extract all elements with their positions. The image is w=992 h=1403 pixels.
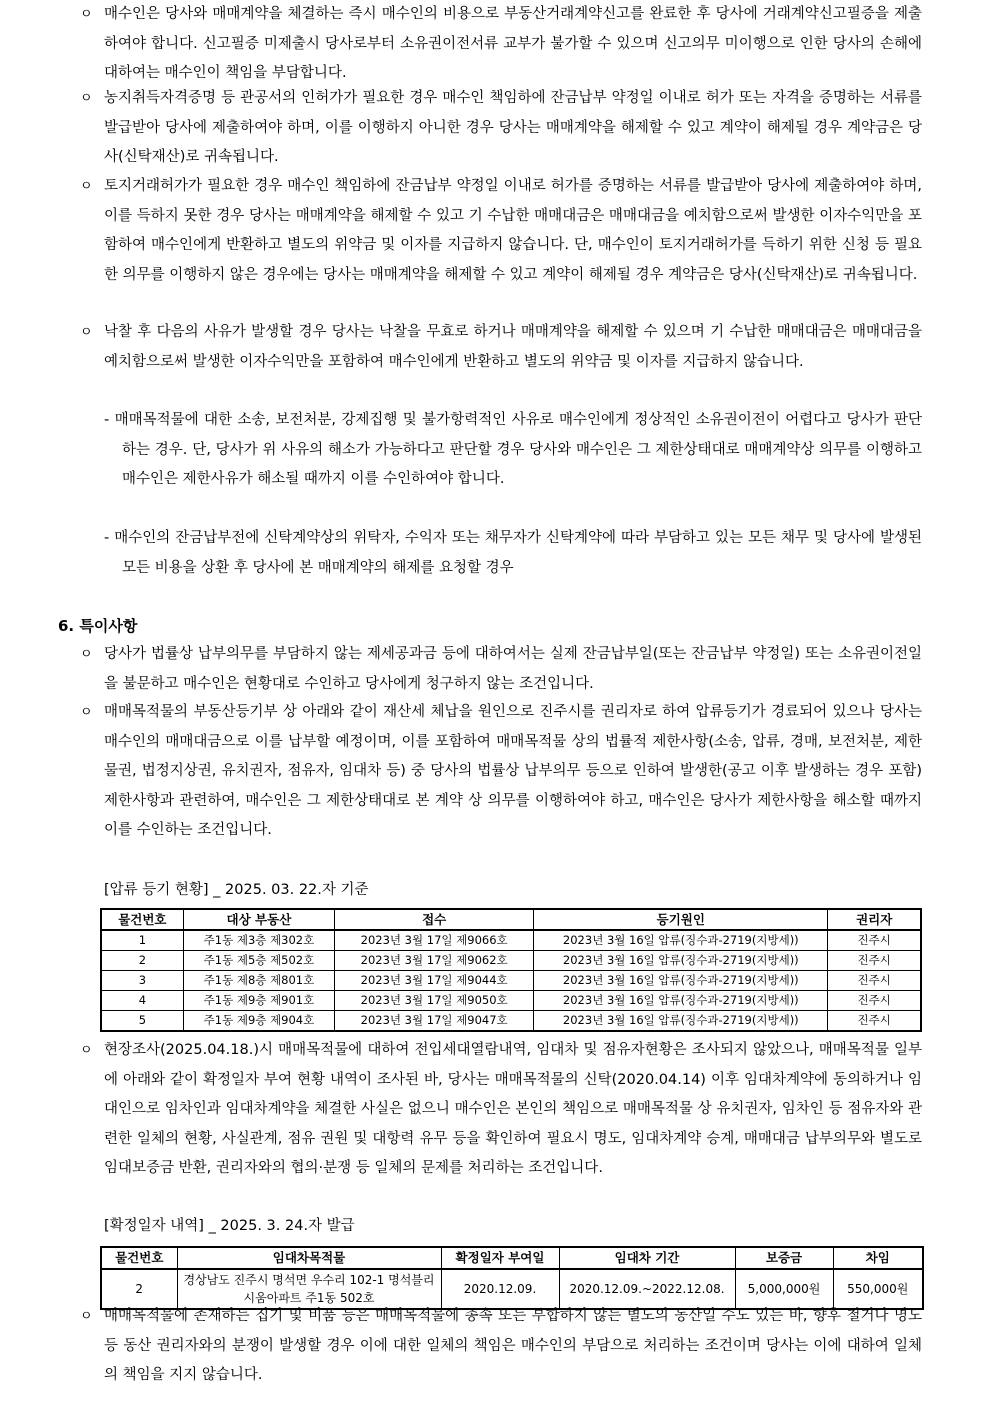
table-cell: 2020.12.09.~2022.12.08.	[559, 1269, 735, 1309]
column-header: 임대차 기간	[559, 1247, 735, 1269]
table-cell: 주1동 제5층 제502호	[183, 951, 334, 971]
bullet-marker: ㅇ	[80, 1043, 93, 1058]
table-cell: 2023년 3월 17일 제9066호	[335, 930, 534, 951]
table-cell: 4	[101, 991, 183, 1011]
column-header: 물건번호	[101, 909, 183, 930]
table-cell: 주1동 제9층 제901호	[183, 991, 334, 1011]
table-cell: 2023년 3월 17일 제9062호	[335, 951, 534, 971]
table-cell: 2023년 3월 17일 제9050호	[335, 991, 534, 1011]
section-title: 6. 특이사항	[58, 617, 138, 635]
table-cell: 3	[101, 971, 183, 991]
table-cell: 2	[101, 951, 183, 971]
column-header: 임대차목적물	[177, 1247, 441, 1269]
bullet-marker: ㅇ	[80, 647, 93, 662]
fixed-date-table-caption: [확정일자 내역] _ 2025. 3. 24.자 발급	[104, 1218, 355, 1234]
table-cell: 경상남도 진주시 명석면 우수리 102-1 명석블리시움아파트 주1동 502호	[177, 1269, 441, 1309]
table-cell: 2023년 3월 16일 압류(징수과-2719(지방세))	[534, 971, 828, 991]
clause-seizure: 매매목적물의 부동산등기부 상 아래와 같이 재산세 체납을 원인으로 진주시를 권리자로 하여 압류등기가 경료되어 있으나 당사는 매수인의 매매대금으로 이를 납부할 예정이며, 이를 포함하여 매매목적물 상의 법률적 제한사항(소송, 압류, 경매, 보전처분, 제한물권, 법정지상권, 유치권자, 점유자, 임대차 등) 중 당사의 법률상 납부의무 등으로 인하여 발생한(공고 이후 발생하는 경우 포함) 제한사항과 관련하여, 매수인은 그 제한상태대로 본 계약 상 의무를 이행하여야 하고, 매수인은 당사가 제한사항을 해소할 때까지 이를 수인하는 조건입니다.	[104, 704, 922, 838]
bullet-marker: ㅇ	[80, 705, 93, 720]
column-header: 확정일자 부여일	[441, 1247, 559, 1269]
table-cell: 2023년 3월 17일 제9047호	[335, 1011, 534, 1032]
fixed-date-table	[100, 1246, 924, 1310]
seizure-table	[100, 908, 922, 1032]
bullet-marker: ㅇ	[80, 91, 93, 106]
clause-transaction-report: 매수인은 당사와 매매계약을 체결하는 즉시 매수인의 비용으로 부동산거래계약신고를 완료한 후 당사에 거래계약신고필증을 제출하여야 합니다. 신고필증 미제출시 당사로부터 소유권이전서류 교부가 불가할 수 있으며 신고의무 미이행으로 인한 당사의 손해에 대하여는 매수인이 책임을 부담합니다.	[104, 6, 922, 81]
clause-taxes: 당사가 법률상 납부의무를 부담하지 않는 제세공과금 등에 대하여서는 실제 잔금납부일(또는 잔금납부 약정일) 또는 소유권이전일을 불문하고 매수인은 현황대로 수인하고 당사에게 청구하지 않는 조건입니다.	[104, 646, 922, 692]
table-row	[101, 930, 921, 951]
clause-farmland-permit: 농지취득자격증명 등 관공서의 인허가가 필요한 경우 매수인 책임하에 잔금납부 약정일 이내로 허가 또는 자격을 증명하는 서류를 발급받아 당사에 제출하여야 하며, 이를 이행하지 아니한 경우 당사는 매매계약을 해제할 수 있고 계약이 해제될 경우 계약금은 당사(신탁재산)로 귀속됩니다.	[104, 90, 922, 165]
table-cell: 주1동 제8층 제801호	[183, 971, 334, 991]
column-header: 접수	[335, 909, 534, 930]
table-cell: 2023년 3월 16일 압류(징수과-2719(지방세))	[534, 991, 828, 1011]
dash-item-legal-restriction: - 매매목적물에 대한 소송, 보전처분, 강제집행 및 불가항력적인 사유로 매수인에게 정상적인 소유권이전이 어렵다고 당사가 판단하는 경우. 단, 당사가 위 사유의 해소가 가능하다고 판단할 경우 당사와 매수인은 그 제한상태대로 매매계약상 의무를 이행하고 매수인은 제한사유가 해소될 때까지 이를 수인하여야 합니다.	[104, 412, 922, 487]
clause-land-transaction-permit: 토지거래허가가 필요한 경우 매수인 책임하에 잔금납부 약정일 이내로 허가를 증명하는 서류를 발급받아 당사에 제출하여야 하며, 이를 득하지 못한 경우 당사는 매매계약을 해제할 수 있고 기 수납한 매매대금은 매매대금을 예치함으로써 발생한 이자수익만을 포함하여 매수인에게 반환하고 별도의 위약금 및 이자를 지급하지 않습니다. 단, 매수인이 토지거래허가를 득하기 위한 신청 등 필요한 의무를 이행하지 않은 경우에는 당사는 매매계약을 해제할 수 있고 계약이 해제될 경우 계약금은 당사(신탁재산)로 귀속됩니다.	[104, 178, 922, 283]
table-header-row	[101, 1247, 923, 1269]
table-cell: 550,000원	[833, 1269, 923, 1309]
table-cell: 5	[101, 1011, 183, 1032]
bullet-marker: ㅇ	[80, 179, 93, 194]
column-header: 권리자	[828, 909, 921, 930]
column-header: 차임	[833, 1247, 923, 1269]
clause-site-survey: 현장조사(2025.04.18.)시 매매목적물에 대하여 전입세대열람내역, 임대차 및 점유자현황은 조사되지 않았으나, 매매목적물 일부에 아래와 같이 확정일자 부여 현황 내역이 조사된 바, 당사는 매매목적물의 신탁(2020.04.14) 이후 임대차계약에 동의하거나 임대인으로 임차인과 임대차계약을 체결한 사실은 없으니 매수인은 본인의 책임으로 매매목적물 상 유치권자, 임차인 등 점유자와 관련한 일체의 현황, 사실관계, 점유 권원 및 대항력 유무 등을 확인하여 필요시 명도, 임대차계약 승계, 매매대금 납부의무와 별도로 임대보증금 반환, 권리자와의 협의·분쟁 등 일체의 문제를 처리하는 조건입니다.	[104, 1042, 922, 1176]
clause-movable-property: 매매목적물에 존재하는 집기 및 비품 등은 매매목적물에 종속 또는 부합하지 않는 별도의 동산일 수도 있는 바, 향후 철거나 명도 등 동산 권리자와의 분쟁이 발생할 경우 이에 대한 일체의 책임은 매수인의 부담으로 처리하는 조건이며 당사는 이에 대하여 일체의 책임을 지지 않습니다.	[104, 1308, 922, 1383]
table-cell: 진주시	[828, 971, 921, 991]
dash-item-trust-termination: - 매수인의 잔금납부전에 신탁계약상의 위탁자, 수익자 또는 채무자가 신탁계약에 따라 부담하고 있는 모든 채무 및 당사에 발생된 모든 비용을 상환 후 당사에 본 매매계약의 해제를 요청할 경우	[104, 530, 922, 576]
bullet-marker: ㅇ	[80, 1309, 93, 1324]
table-cell: 진주시	[828, 930, 921, 951]
table-cell: 주1동 제3층 제302호	[183, 930, 334, 951]
column-header: 등기원인	[534, 909, 828, 930]
table-row	[101, 1011, 921, 1032]
column-header: 보증금	[735, 1247, 833, 1269]
table-cell: 2	[101, 1269, 177, 1309]
table-cell: 2023년 3월 17일 제9044호	[335, 971, 534, 991]
bullet-marker: ㅇ	[80, 7, 93, 22]
clause-bid-invalidation: 낙찰 후 다음의 사유가 발생할 경우 당사는 낙찰을 무효로 하거나 매매계약을 해제할 수 있으며 기 수납한 매매대금은 매매대금을 예치함으로써 발생한 이자수익만을 포함하여 매수인에게 반환하고 별도의 위약금 및 이자를 지급하지 않습니다.	[104, 324, 922, 370]
table-header-row	[101, 909, 921, 930]
bullet-marker: ㅇ	[80, 325, 93, 340]
seizure-table-caption: [압류 등기 현황] _ 2025. 03. 22.자 기준	[104, 882, 369, 898]
table-cell: 주1동 제9층 제904호	[183, 1011, 334, 1032]
table-row	[101, 971, 921, 991]
table-cell: 2023년 3월 16일 압류(징수과-2719(지방세))	[534, 930, 828, 951]
table-row	[101, 951, 921, 971]
table-cell: 진주시	[828, 1011, 921, 1032]
table-cell: 진주시	[828, 991, 921, 1011]
table-cell: 1	[101, 930, 183, 951]
table-cell: 5,000,000원	[735, 1269, 833, 1309]
column-header: 대상 부동산	[183, 909, 334, 930]
table-row	[101, 991, 921, 1011]
table-cell: 2020.12.09.	[441, 1269, 559, 1309]
table-cell: 2023년 3월 16일 압류(징수과-2719(지방세))	[534, 951, 828, 971]
table-cell: 진주시	[828, 951, 921, 971]
column-header: 물건번호	[101, 1247, 177, 1269]
table-cell: 2023년 3월 16일 압류(징수과-2719(지방세))	[534, 1011, 828, 1032]
